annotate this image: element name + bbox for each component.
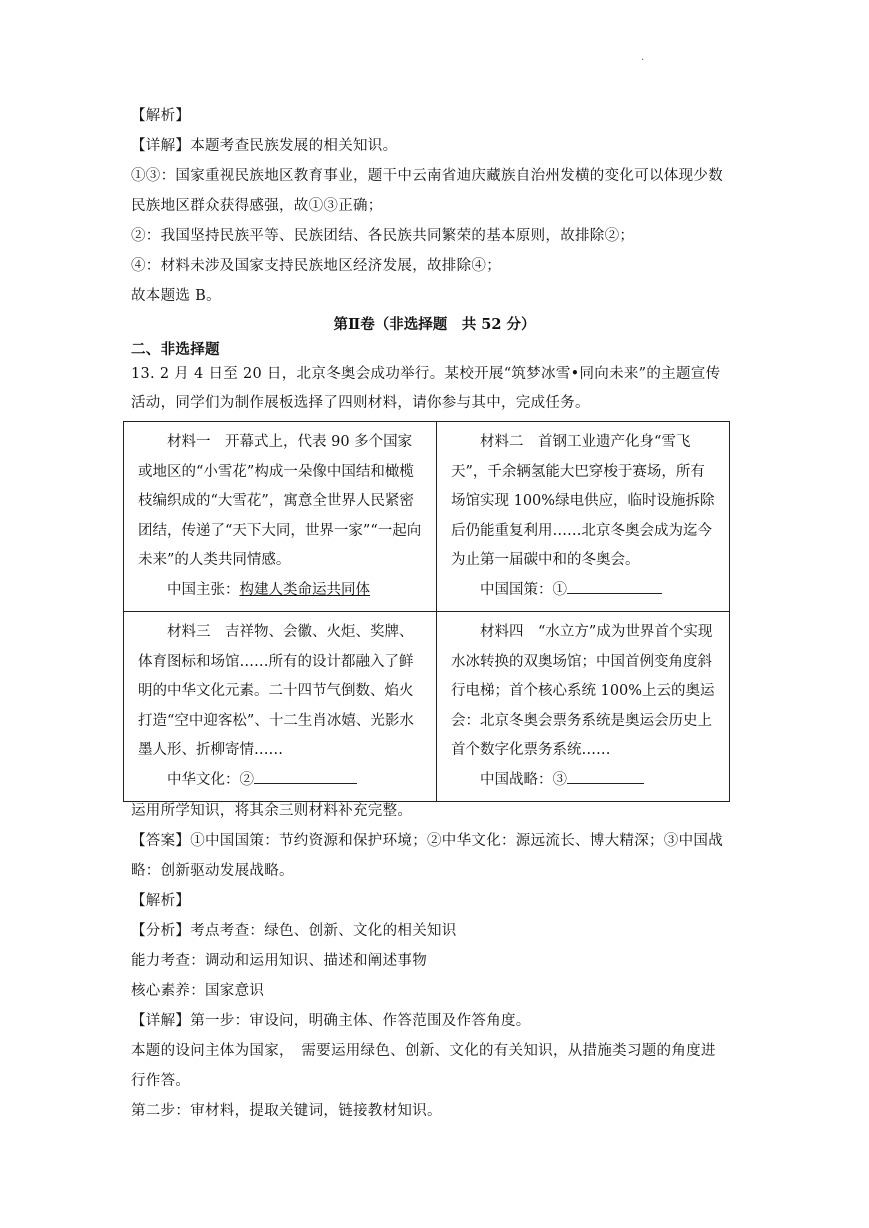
material-three-blank[interactable] <box>254 767 357 784</box>
analysis-heading: 【解析】 <box>131 108 191 124</box>
materials-table <box>123 421 730 802</box>
answer-choice-line: 故本题选 B。 <box>131 288 221 304</box>
material-one-tag-label: 中国主张： <box>167 581 240 598</box>
material-four-tag-label: 中国战略：③ <box>480 771 567 788</box>
material-two-cell <box>437 422 730 612</box>
detail-line: 行作答。 <box>131 1073 191 1089</box>
question-line: 活动，同学们为制作展板选择了四则材料，请你参与其中，完成任务。 <box>131 395 590 411</box>
material-one-tag-value: 构建人类命运共同体 <box>239 581 370 598</box>
material-four-blank[interactable] <box>567 767 644 784</box>
material-two-tag <box>451 576 719 606</box>
detail-line: ①③：国家重视民族地区教育事业，题干中云南省迪庆藏族自治州发横的变化可以体现少数 <box>131 168 723 184</box>
detail-line: 民族地区群众获得感强，故①③正确； <box>131 198 383 214</box>
material-one-tag <box>138 576 426 606</box>
material-four-tag <box>451 766 719 796</box>
material-two-text: 材料二 首钢工业遗产化身“雪飞天”，千余辆氢能大巴穿梭于赛场，所有场馆实现 100%绿电供应，临时设施拆除后仍能重复利用……北京冬奥会成为迄今为止第一届碳中和的冬奥会。 <box>451 434 715 568</box>
analysis-line: 核心素养：国家意识 <box>131 983 265 999</box>
corner-dot: . <box>641 52 645 63</box>
analysis-heading: 【解析】 <box>131 893 191 909</box>
answer-line: 略：创新驱动发展战略。 <box>131 863 294 879</box>
material-two-tag-label: 中国国策：① <box>480 581 567 598</box>
detail-line: 【详解】本题考查民族发展的相关知识。 <box>131 138 398 154</box>
material-three-text: 材料三 吉祥物、会徽、火炬、奖牌、体育图标和场馆……所有的设计都融入了鲜明的中华文化元素。二十四节气倒数、焰火打造“空中迎客松”、十二生肖冰嬉、光影水墨人形、折柳寄情…… <box>138 624 414 758</box>
detail-line: ④：材料未涉及国家支持民族地区经济发展，故排除④； <box>131 258 501 274</box>
material-three-cell <box>124 612 437 802</box>
material-three-tag-label: 中华文化：② <box>167 771 254 788</box>
analysis-line: 能力考查：调动和运用知识、描述和阐述事物 <box>131 953 427 969</box>
answer-line: 【答案】①中国国策：节约资源和保护环境；②中华文化：源远流长、博大精深；③中国战 <box>131 833 723 849</box>
detail-line: 【详解】第一步：审设问，明确主体、作答范围及作答角度。 <box>131 1013 531 1029</box>
instruction-line: 运用所学知识，将其余三则材料补充完整。 <box>131 803 413 819</box>
material-four-cell <box>437 612 730 802</box>
material-one-cell <box>124 422 437 612</box>
question-line: 13. 2 月 4 日至 20 日，北京冬奥会成功举行。某校开展“筑梦冰雪•同向未来”的主题宣传 <box>131 366 721 382</box>
detail-line: ②：我国坚持民族平等、民族团结、各民族共同繁荣的基本原则，故排除②； <box>131 228 635 244</box>
analysis-line: 【分析】考点考查：绿色、创新、文化的相关知识 <box>131 923 457 939</box>
detail-line: 本题的设问主体为国家， 需要运用绿色、创新、文化的有关知识，从措施类习题的角度进 <box>131 1043 716 1059</box>
detail-line: 第二步：审材料，提取关键词，链接教材知识。 <box>131 1103 442 1119</box>
material-three-tag <box>138 766 426 796</box>
material-two-blank[interactable] <box>567 577 662 594</box>
section-title: 第Ⅱ卷（非选择题 共 52 分） <box>333 316 536 333</box>
section-subtitle: 二、非选择题 <box>131 341 220 358</box>
material-four-text: 材料四 “水立方”成为世界首个实现水冰转换的双奥场馆；中国首例变角度斜行电梯；首个核心系统 100%上云的奥运会：北京冬奥会票务系统是奥运会历史上首个数字化票务系统…… <box>451 624 715 758</box>
material-one-text: 材料一 开幕式上，代表 90 多个国家或地区的“小雪花”构成一朵像中国结和橄榄枝编织成的“大雪花”，寓意全世界人民紧密团结，传递了“天下大同，世界一家”“一起向未来”的人类共同情感。 <box>138 434 422 568</box>
